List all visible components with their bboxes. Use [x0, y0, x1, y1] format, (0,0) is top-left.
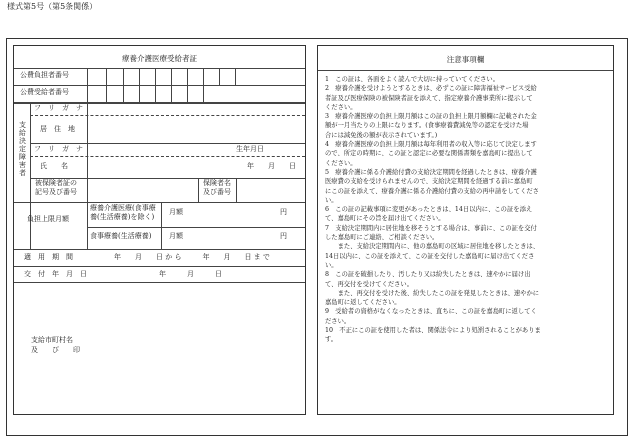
- insurer-label-divider-right: [236, 178, 237, 202]
- note-line: 3 療養介護医療の負担上限月額はこの証の負担上限月額欄に記載された金: [325, 113, 537, 121]
- digit-cell-divider: [123, 85, 124, 102]
- note-line: ください。: [325, 159, 357, 167]
- digit-cell-divider: [106, 85, 107, 102]
- digit-cell-divider: [155, 68, 156, 85]
- note-line: した嘉島町にご連絡、ご相談ください。: [325, 234, 439, 242]
- issue-date-value: 年 月 日: [159, 270, 222, 278]
- medical-monthly-label: 月額: [169, 208, 183, 216]
- note-line: ください。: [325, 103, 357, 111]
- note-line: い。: [325, 261, 338, 269]
- row-divider: [14, 85, 305, 86]
- notes-title: 注意事項欄: [446, 55, 485, 64]
- medical-limit-label-2: 養(生活療養)を除く): [90, 213, 155, 221]
- note-line: 8 この証を破損したり、汚したり又は紛失したときは、速やかに届け出: [325, 271, 531, 279]
- meal-yen-unit: 円: [280, 232, 287, 240]
- note-line: 嘉島町に返してください。: [325, 299, 401, 307]
- insurer-name-label-2: 及び番号: [203, 188, 231, 196]
- insured-card-label: 被保険者証の: [35, 179, 77, 187]
- digit-cell-divider: [106, 68, 107, 85]
- notes-body: [325, 75, 604, 345]
- insured-card-label-2: 記号及び番号: [35, 188, 77, 196]
- row-divider: [14, 266, 305, 267]
- recipient-label-column: [30, 103, 31, 249]
- note-line: 額が一月当たりの上限になります。(食事療養費減免等の認定を受けた場: [325, 122, 529, 130]
- name-label: 氏 名: [40, 162, 68, 170]
- row-divider: [30, 143, 305, 144]
- notes-title-divider: [318, 70, 613, 71]
- note-line: 1 この証は、各面をよく読んで大切に持っていてください。: [325, 76, 500, 83]
- meal-monthly-label: 月額: [169, 232, 183, 240]
- recipient-vertical-label: 支給決定障害者: [19, 121, 26, 177]
- period-label: 適 用 期 間: [24, 253, 73, 261]
- card-title: 療養介護医療受給者証: [122, 54, 197, 63]
- meal-limit-label: 食事療養(生活療養): [90, 232, 152, 240]
- note-line: 医療費の支給を受けられませんので、支給決定期間を経過する前に嘉島町: [325, 178, 533, 186]
- birth-date-label: 生年月日: [236, 145, 264, 153]
- row-divider: [87, 227, 305, 228]
- note-line: ので、所定の時期に、この証と認定に必要な関係書類を嘉島町に提出して: [325, 150, 533, 158]
- note-line: 7 支給決定期間内に居住地を移そうとする場合は、事前に、この証を交付: [325, 224, 537, 232]
- birth-date-value: 年 月 日: [247, 162, 296, 170]
- note-line: 5 療養介護に係る介護給付費の支給決定期間を経過したときは、療養介護: [325, 168, 537, 176]
- digit-cell-divider: [123, 68, 124, 85]
- note-line: また、支給決定期間内に、他の嘉島町の区域に居住地を移したときは、: [325, 243, 540, 251]
- row-divider: [30, 156, 305, 157]
- note-line: 6 この証の記載事項に変更があったときは、14日以内に、この証を添え: [325, 206, 533, 214]
- digit-cell-divider: [171, 85, 172, 102]
- municipality-label: 支給市町村名: [31, 336, 73, 344]
- limit-label: 負担上限月額: [27, 215, 69, 223]
- issue-date-label: 交 付 年 月 日: [24, 270, 87, 278]
- note-line: て、再交付を受けてください。: [325, 280, 414, 288]
- row-divider: [14, 282, 305, 283]
- digit-cell-divider: [187, 85, 188, 102]
- note-line: また、再交付を受けた後、紛失したこの証を発見したときは、速やかに: [325, 289, 540, 297]
- furigana-label-2: フ リ ガ ナ: [34, 145, 83, 153]
- row-divider: [14, 68, 305, 69]
- digit-cell-divider: [187, 68, 188, 85]
- insurer-label-divider-left: [198, 178, 199, 202]
- row-divider: [30, 115, 305, 116]
- digit-cell-divider: [171, 68, 172, 85]
- municipality-label-2: 及 び 印: [31, 346, 80, 354]
- digit-cell-divider: [139, 68, 140, 85]
- note-line: て、嘉島町にその旨を届け出てください。: [325, 215, 445, 223]
- digit-cell-divider: [235, 68, 236, 85]
- note-line: 4 療養介護医療の負担上限月額は毎年利用者の収入等に応じて決定します: [325, 141, 537, 149]
- note-line: 合には減免後の額が表示されています。): [325, 131, 438, 139]
- digit-cell-divider: [139, 85, 140, 102]
- note-line: 14日以内に、この証を添えて、この証を交付した嘉島町に届け出てくださ: [325, 252, 535, 260]
- period-value: 年 月 日 か ら 年 月 日 ま で: [114, 253, 270, 261]
- row-divider: [14, 249, 305, 250]
- insurer-name-label: 保険者名: [203, 179, 231, 187]
- form-number: 様式第5号（第5条関係）: [7, 2, 98, 11]
- recipient-card: [13, 45, 306, 415]
- note-line: 9 受給者の資格がなくなったときは、直ちに、この証を嘉島町に返してく: [325, 308, 537, 316]
- address-label: 居 住 地: [40, 125, 75, 133]
- digit-cell-divider: [203, 85, 204, 102]
- row-divider: [14, 202, 305, 203]
- digit-cell-divider: [219, 68, 220, 85]
- medical-limit-label: 療養介護医療(食事療: [90, 204, 156, 212]
- notes-panel: [317, 45, 614, 415]
- recipient-number-label: 公費受給者番号: [20, 88, 69, 96]
- limit-divider: [161, 202, 162, 249]
- digit-cell-divider: [203, 68, 204, 85]
- note-line: す。: [325, 336, 338, 344]
- note-line: 者証及び医療保険の被保険者証を添えて、指定療養介護事業所に提示して: [325, 94, 533, 102]
- payer-number-label: 公費負担者番号: [20, 71, 69, 79]
- medical-yen-unit: 円: [280, 208, 287, 216]
- note-line: い。: [325, 196, 338, 204]
- note-line: ださい。: [325, 317, 351, 325]
- furigana-label: フ リ ガ ナ: [34, 104, 83, 112]
- digit-cell-divider: [155, 85, 156, 102]
- note-line: 2 療養介護を受けようとするときは、必ずこの証に障害福祉サービス受給: [325, 85, 537, 93]
- note-line: にこの証を添えて、療養介護に係る介護給付費の支給の再申請をしてくださ: [325, 187, 539, 195]
- note-line: 10 不正にこの証を使用した者は、関係法令により処罰されることがありま: [325, 327, 541, 335]
